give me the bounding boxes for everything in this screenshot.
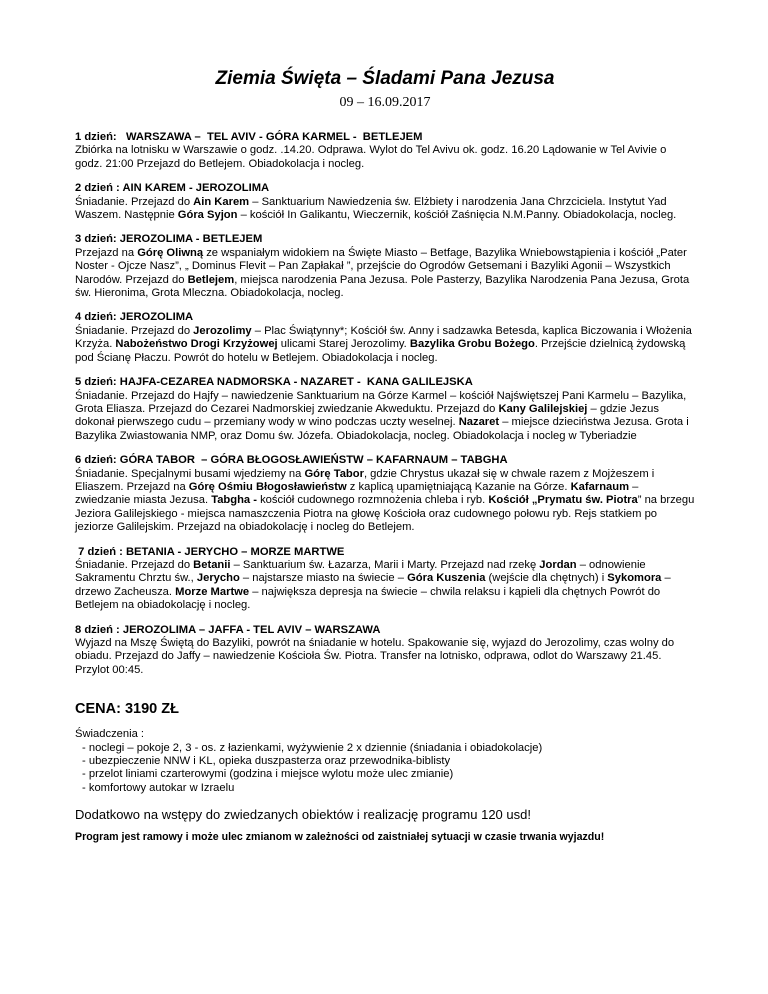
day-section xyxy=(75,182,695,222)
description-text: Śniadanie. Przejazd do xyxy=(75,195,194,208)
description-text: – drzewo Zacheusza. xyxy=(75,572,671,598)
description-text: – najstarsze miasto na świecie – xyxy=(239,572,408,585)
place-name: Betlejem xyxy=(187,273,235,286)
services-label: Świadczenia : xyxy=(75,728,145,741)
description-text: – Plac Świątynny*; Kościół św. Anny i sadzawka Betesda, kaplica Biczowania i Włożenia Krzyża. xyxy=(75,324,692,351)
day-description xyxy=(75,247,695,301)
description-text: Wyjazd na Mszę Świętą do Bazyliki, powrót na śniadanie w hotelu. Spakowanie się, wyjazd do Jerozolimy, czas wolny do obiadu. Przejazd do Jaffy – nawiedzenie Kościoła Św. Piotra. Transfer na lotnisko, odprawa, odlot do Warszawy 21.45. Przylot 00:45. xyxy=(75,637,675,676)
day-description xyxy=(75,559,695,613)
day-section xyxy=(75,311,695,365)
description-text: – gdzie Jezus dokonał pierwszego cudu – przemiany wody w wino podczas uczty weselnej. xyxy=(75,402,659,429)
place-name: Morze Martwe xyxy=(175,585,250,598)
service-item: - ubezpieczenie NNW i KL, opieka duszpasterza oraz przewodnika-biblisty xyxy=(82,755,695,768)
description-text: Śniadanie. Przejazd do xyxy=(75,324,194,337)
service-item: - przelot liniami czarterowymi (godzina i miejsce wylotu może ulec zmianie) xyxy=(82,768,695,781)
place-name: Tabgha - xyxy=(211,494,257,507)
day-description xyxy=(75,325,695,365)
day-description xyxy=(75,468,695,535)
day-section xyxy=(75,454,695,534)
price: CENA: 3190 ZŁ xyxy=(75,701,179,718)
description-text: , miejsca narodzenia Pana Jezusa. Pole Pasterzy, Bazylika Narodzenia Pana Jezusa, Grota św. Hieronima, Grota Mleczna. Obiadokolacja, nocleg. xyxy=(75,273,690,300)
day-heading: 5 dzień: HAJFA-CEZAREA NADMORSKA - NAZARET - KANA GALILEJSKA xyxy=(75,376,473,389)
place-name: Górę Ośmiu Błogosławieństw xyxy=(188,480,347,493)
day-heading: 8 dzień : JEROZOLIMA – JAFFA - TEL AVIV – WARSZAWA xyxy=(75,623,381,636)
document-title: Ziemia Święta – Śladami Pana Jezusa xyxy=(215,68,555,89)
place-name: Góra Syjon xyxy=(177,209,238,222)
description-text: – kościół In Galikantu, Wieczernik, kościół Zaśnięcia N.M.Panny. Obiadokolacja, nocleg. xyxy=(237,209,677,222)
day-section xyxy=(75,131,695,171)
description-text: – największa depresja na świecie – chwila relaksu i kąpieli dla chętnych Powrót do Betlejem na obiadokolację i nocleg. xyxy=(75,585,661,612)
program-note: Program jest ramowy i może ulec zmianom w zależności od zaistniałej sytuacji w czasie trwania wyjazdu! xyxy=(75,831,605,844)
description-text: – miejsce dzieciństwa Jezusa. Grota i Bazylika Zwiastowania NMP, oraz Domu św. Józefa. Obiadokolacja, nocleg. Obiadokolacja i nocleg w Tyberiadzie xyxy=(75,416,689,442)
day-heading: 4 dzień: JEROZOLIMA xyxy=(75,311,194,324)
day-section xyxy=(75,376,695,443)
description-text: ze wspaniałym widokiem na Święte Miasto – Betfage, Bazylika Wniebowstąpienia i kościół „Pater Noster - Ojcze Nasz”, „ Dominus Flevit – Pan Zapłakał ”, przejście do Ogrodów Getsemani i Bazyliki Agonii – Wszystkich Narodów. Przejazd do xyxy=(75,246,687,286)
description-text: z kaplicą upamiętniającą Kazanie na Górze. xyxy=(346,480,571,493)
place-name: Betanii xyxy=(193,558,231,571)
day-description xyxy=(75,196,695,223)
place-name: Kafarnaum xyxy=(570,480,630,493)
description-text: . Przejście dzielnicą żydowską pod Ścianę Płaczu. Powrót do hotelu w Betlejem. Obiadokolacja i nocleg. xyxy=(75,338,686,364)
day-description xyxy=(75,390,695,444)
place-name: Kany Galilejskiej xyxy=(498,402,588,415)
description-text: – odnowienie Sakramentu Chrztu św., xyxy=(75,558,646,585)
description-text: Śniadanie. Specjalnymi busami wjedziemy na xyxy=(75,467,305,480)
description-text: Zbiórka na lotnisku w Warszawie o godz. .14.20. Odprawa. Wylot do Tel Avivu ok. godz. 16.20 Lądowanie w Tel Avivie o godz. 21:00 Przejazd do Betlejem. Obiadokolacja i nocleg. xyxy=(75,144,667,170)
service-item: - noclegi – pokoje 2, 3 - os. z łazienkami, wyżywienie 2 x dziennie (śniadania i obiadokolacje) xyxy=(82,742,695,755)
day-heading: 7 dzień : BETANIA - JERYCHO – MORZE MARTWE xyxy=(75,545,345,558)
description-text: ” na brzegu Jeziora Galilejskiego - miejsca namaszczenia Piotra na głowę Kościoła oraz cudownego połowu ryb. Rejs statkiem po jeziorze Galilejskim. Przejazd na obiadokolację i nocleg do Betlejem. xyxy=(75,494,695,534)
place-name: Jerozolimy xyxy=(193,324,252,337)
place-name: Góra Kuszenia xyxy=(407,572,486,585)
trip-dates: 09 – 16.09.2017 xyxy=(339,95,431,110)
itinerary xyxy=(75,131,695,677)
description-text: – zwiedzanie miasta Jezusa. xyxy=(75,480,639,507)
day-heading: 6 dzień: GÓRA TABOR – GÓRA BŁOGOSŁAWIEŃSTW – KAFARNAUM – TABGHA xyxy=(75,454,508,467)
description-text: kościół cudownego rozmnożenia chleba i ryb. xyxy=(256,494,489,507)
day-heading: 3 dzień: JEROZOLIMA - BETLEJEM xyxy=(75,233,263,246)
description-text: Śniadanie. Przejazd do Hajfy – nawiedzenie Sanktuarium na Górze Karmel – kościół Najświętszej Pani Karmelu – Bazylika, Grota Eliasza. Przejazd do Cezarei Nadmorskiej zwiedzanie Akweduktu. Przejazd do xyxy=(75,389,687,415)
service-item: - komfortowy autokar w Izraelu xyxy=(82,782,695,795)
description-text: – Sanktuarium Nawiedzenia św. Elżbiety i narodzenia Jana Chrzciciela. Instytut Yad Waszem. Następnie xyxy=(75,195,667,222)
day-description xyxy=(75,144,695,171)
extra-costs: Dodatkowo na wstępy do zwiedzanych obiektów i realizację programu 120 usd! xyxy=(75,807,531,823)
description-text: Śniadanie. Przejazd do xyxy=(75,558,194,571)
description-text: , gdzie Chrystus ukazał się w chwale razem z Mojżeszem i Eliaszem. Przejazd na xyxy=(75,467,655,493)
services-list xyxy=(75,742,695,796)
day-section xyxy=(75,624,695,678)
description-text: (wejście dla chętnych) i xyxy=(485,572,608,585)
place-name: Jerycho xyxy=(196,572,240,585)
place-name: Górę Oliwną xyxy=(137,246,204,259)
place-name: Sykomora xyxy=(607,572,662,585)
description-text: ulicami Starej Jerozolimy. xyxy=(277,338,410,351)
day-section xyxy=(75,233,695,300)
day-section xyxy=(75,546,695,613)
document-page xyxy=(75,68,695,844)
place-name: Kościół „Prymatu św. Piotra xyxy=(488,494,638,507)
description-text: Przejazd na xyxy=(75,246,138,259)
day-heading: 2 dzień : AIN KAREM - JEROZOLIMA xyxy=(75,182,270,195)
place-name: Bazylika Grobu Bożego xyxy=(409,338,535,351)
day-description xyxy=(75,637,695,677)
place-name: Nabożeństwo Drogi Krzyżowej xyxy=(115,338,278,351)
place-name: Jordan xyxy=(539,558,577,571)
description-text: – Sanktuarium św. Łazarza, Marii i Marty. Przejazd nad rzekę xyxy=(230,558,540,571)
day-heading: 1 dzień: WARSZAWA – TEL AVIV - GÓRA KARMEL - BETLEJEM xyxy=(75,131,423,143)
place-name: Górę Tabor xyxy=(304,467,364,480)
place-name: Nazaret xyxy=(458,416,500,429)
place-name: Ain Karem xyxy=(193,195,250,208)
